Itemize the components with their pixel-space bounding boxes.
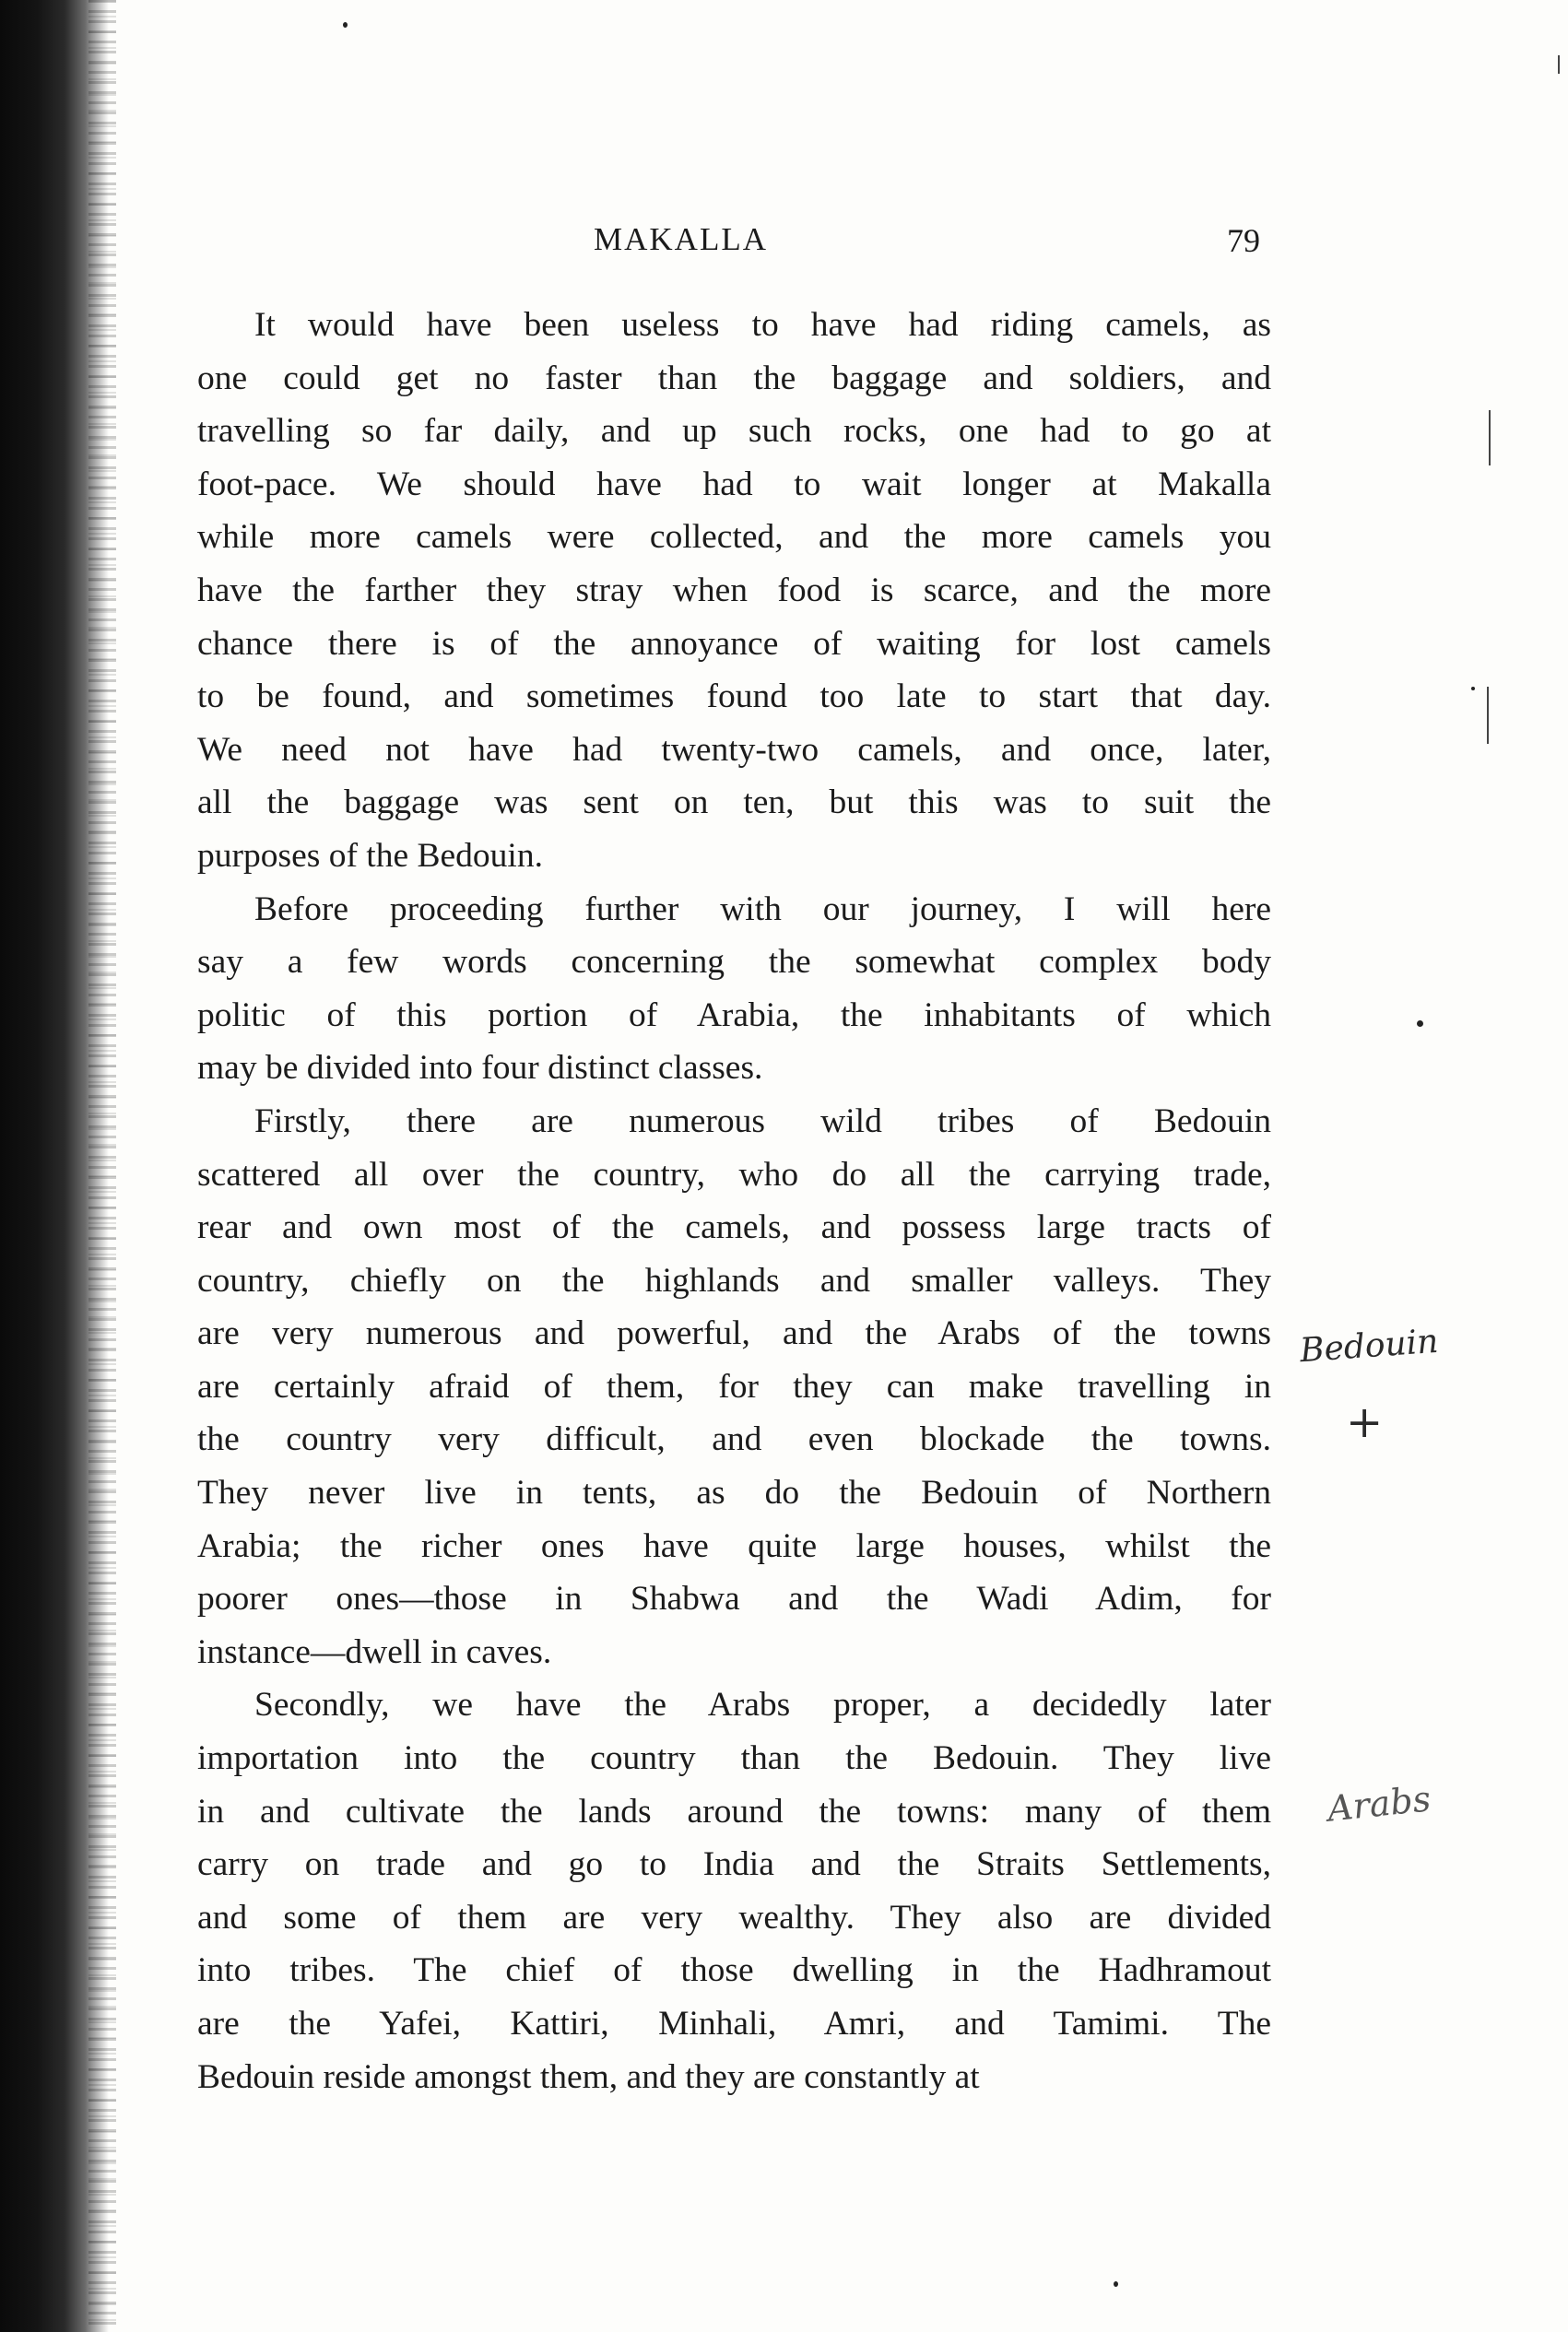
- text-line: may be divided into four distinct classes.: [197, 1049, 763, 1088]
- text-line: instance—dwell in caves.: [197, 1632, 552, 1671]
- handwritten-note-arabs: Arabs: [1326, 1778, 1433, 1830]
- text-line: in and cultivate the lands around the towns: many of them: [197, 1792, 1271, 1831]
- text-line: purposes of the Bedouin.: [197, 836, 543, 875]
- text-line: foot-pace. We should have had to wait longer at Makalla: [197, 465, 1271, 503]
- text-line: the country very difficult, and even blockade the towns.: [197, 1420, 1271, 1459]
- text-line: carry on trade and go to India and the Straits Settlements,: [197, 1845, 1271, 1884]
- handwritten-note-bedouin: Bedouin: [1298, 1322, 1440, 1371]
- scan-speck: [1417, 1020, 1423, 1027]
- scan-mark: [1558, 55, 1560, 74]
- text-line: Arabia; the richer ones have quite large houses, whilst the: [197, 1526, 1271, 1565]
- text-line: while more camels were collected, and the more camels you: [197, 518, 1271, 557]
- page-header: [197, 221, 1271, 267]
- text-line: We need not have had twenty-two camels, and once, later,: [197, 730, 1271, 769]
- text-line: Firstly, there are numerous wild tribes of Bedouin: [254, 1101, 1271, 1140]
- paragraph: [197, 1095, 1271, 1679]
- text-line: one could get no faster than the baggage and soldiers, and: [197, 359, 1271, 397]
- text-line: to be found, and sometimes found too late to start that day.: [197, 677, 1271, 716]
- text-line: into tribes. The chief of those dwelling in the Hadhramout: [197, 1951, 1271, 1990]
- text-line: country, chiefly on the highlands and smaller valleys. They: [197, 1261, 1271, 1300]
- paragraph: [197, 299, 1271, 883]
- scan-speck: [1471, 687, 1475, 690]
- paragraph: [197, 883, 1271, 1095]
- text-line: rear and own most of the camels, and possess large tracts of: [197, 1208, 1271, 1247]
- text-line: politic of this portion of Arabia, the inhabitants of which: [197, 995, 1271, 1034]
- text-line: chance there is of the annoyance of waiting for lost camels: [197, 624, 1271, 663]
- binding-speckle: [88, 0, 116, 2332]
- text-line: scattered all over the country, who do all the carrying trade,: [197, 1155, 1271, 1194]
- text-line: They never live in tents, as do the Bedouin of Northern: [197, 1474, 1271, 1513]
- text-line: all the baggage was sent on ten, but this was to suit the: [197, 783, 1271, 822]
- text-line: and some of them are very wealthy. They also are divided: [197, 1898, 1271, 1937]
- page-number: 79: [1227, 222, 1260, 259]
- text-line: have the farther they stray when food is scarce, and the more: [197, 571, 1271, 609]
- body-text: [197, 299, 1271, 2103]
- scan-mark: [1489, 410, 1491, 465]
- scan-speck: [1114, 2281, 1118, 2287]
- text-line: poorer ones—those in Shabwa and the Wadi Adim, for: [197, 1580, 1271, 1619]
- scan-mark: [1487, 687, 1489, 744]
- text-line: are certainly afraid of them, for they can make travelling in: [197, 1367, 1271, 1406]
- scan-speck: [343, 22, 348, 28]
- text-line: Secondly, we have the Arabs proper, a decidedly later: [254, 1686, 1271, 1725]
- text-line: importation into the country than the Bedouin. They live: [197, 1739, 1271, 1778]
- text-line: Before proceeding further with our journey, I will here: [254, 889, 1271, 928]
- handwritten-note-plus: +: [1346, 1396, 1384, 1448]
- text-line: It would have been useless to have had riding camels, as: [254, 306, 1271, 344]
- text-line: are very numerous and powerful, and the Arabs of the towns: [197, 1314, 1271, 1353]
- text-line: are the Yafei, Kattiri, Minhali, Amri, and Tamimi. The: [197, 2005, 1271, 2043]
- text-line: say a few words concerning the somewhat complex body: [197, 943, 1271, 982]
- text-line: Bedouin reside amongst them, and they are constantly at: [197, 2057, 980, 2096]
- running-head: MAKALLA: [594, 221, 768, 257]
- text-line: travelling so far daily, and up such rocks, one had to go at: [197, 412, 1271, 451]
- paragraph: [197, 1678, 1271, 2103]
